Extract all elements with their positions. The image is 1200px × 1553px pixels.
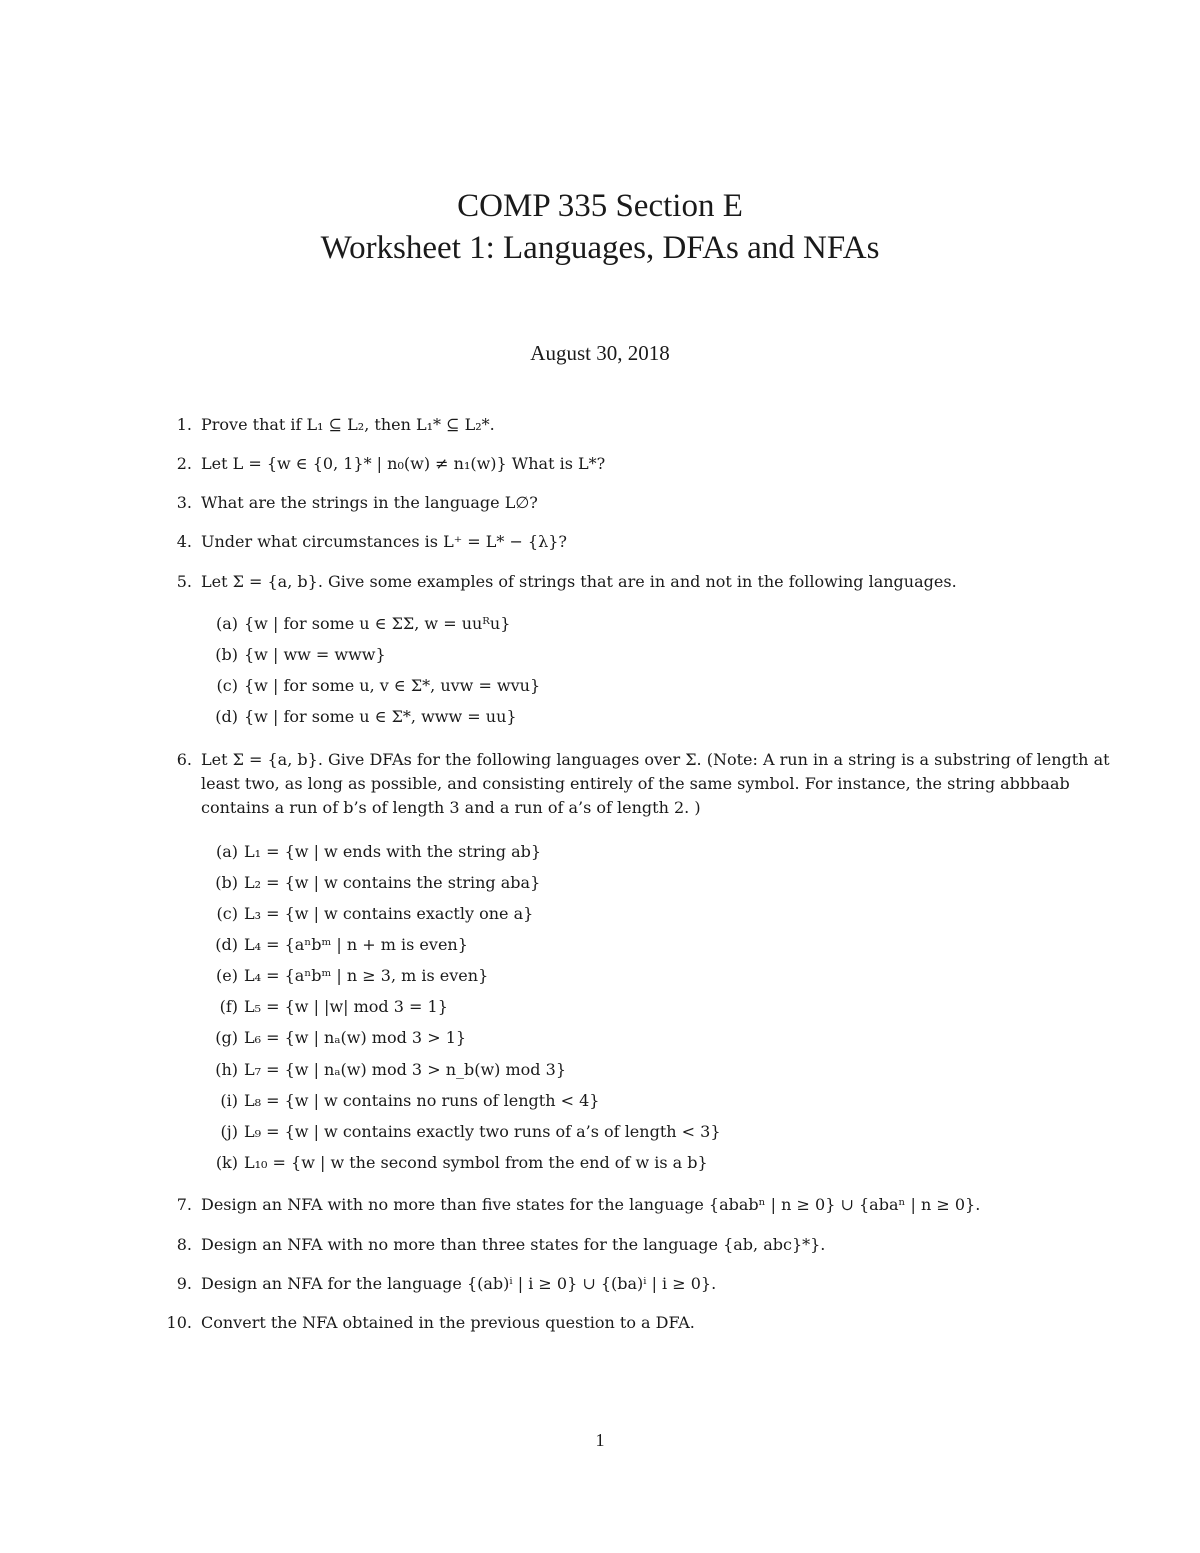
item-text: L₂ = {w | w contains the string aba}	[244, 873, 541, 892]
question-8	[150, 1233, 1110, 1257]
item-label: (i)	[220, 1091, 238, 1110]
question-number: 3.	[176, 493, 192, 512]
question-3	[150, 491, 1110, 515]
question-text: Under what circumstances is L⁺ = L* − {λ}?	[201, 532, 568, 551]
item-label: (f)	[219, 997, 238, 1016]
question-number: 2.	[176, 454, 192, 473]
item-label: (c)	[216, 676, 238, 695]
page-number: 1	[595, 1430, 605, 1450]
question-number: 8.	[176, 1235, 192, 1254]
item-label: (a)	[215, 614, 238, 633]
question-6-item-e	[198, 964, 1098, 988]
document-title: COMP 335 Section E	[457, 188, 743, 224]
item-text: L₁₀ = {w | w the second symbol from the end of w is a b}	[244, 1153, 708, 1172]
item-label: (a)	[215, 842, 238, 861]
item-text: {w | for some u ∈ Σ*, www = uu}	[244, 707, 517, 726]
question-text: Design an NFA for the language {(ab)ⁱ | i ≥ 0} ∪ {(ba)ⁱ | i ≥ 0}.	[201, 1274, 717, 1293]
item-label: (b)	[215, 645, 238, 664]
question-6	[150, 748, 1110, 820]
question-text: What are the strings in the language L∅?	[201, 493, 538, 512]
question-1	[150, 413, 1110, 437]
item-text: {w | ww = www}	[244, 645, 386, 664]
question-2	[150, 452, 1110, 476]
question-6-item-d	[198, 933, 1098, 957]
question-6-item-h	[198, 1058, 1098, 1082]
item-text: L₅ = {w | |w| mod 3 = 1}	[244, 997, 448, 1016]
item-label: (b)	[215, 873, 238, 892]
item-label: (d)	[215, 707, 238, 726]
question-text: Let L = {w ∈ {0, 1}* | n₀(w) ≠ n₁(w)} What is L*?	[201, 454, 606, 473]
document-subtitle: Worksheet 1: Languages, DFAs and NFAs	[320, 230, 880, 266]
question-6-item-k	[198, 1151, 1098, 1175]
question-7	[150, 1193, 1110, 1217]
question-text: Let Σ = {a, b}. Give DFAs for the following languages over Σ. (Note: A run in a string is a substring of length at least two, as long as possible, and consisting entirely of the same symbol. For instance, the string abbbaab contains a run of b’s of length 3 and a run of a’s of length 2. )	[201, 750, 1110, 817]
item-text: L₆ = {w | nₐ(w) mod 3 > 1}	[244, 1028, 467, 1047]
item-text: {w | for some u, v ∈ Σ*, uvw = wvu}	[244, 676, 541, 695]
question-text: Let Σ = {a, b}. Give some examples of strings that are in and not in the following languages.	[201, 572, 957, 591]
question-6-item-f	[198, 995, 1098, 1019]
question-6-item-j	[198, 1120, 1098, 1144]
item-label: (h)	[215, 1060, 238, 1079]
item-label: (d)	[215, 935, 238, 954]
question-number: 9.	[176, 1274, 192, 1293]
question-6-item-b	[198, 871, 1098, 895]
question-9	[150, 1272, 1110, 1296]
question-number: 7.	[176, 1195, 192, 1214]
item-text: L₄ = {aⁿbᵐ | n + m is even}	[244, 935, 468, 954]
question-4	[150, 530, 1110, 554]
question-5-item-d	[198, 705, 1098, 729]
question-10	[150, 1311, 1110, 1335]
item-text: L₃ = {w | w contains exactly one a}	[244, 904, 534, 923]
item-text: L₉ = {w | w contains exactly two runs of a’s of length < 3}	[244, 1122, 721, 1141]
question-6-item-g	[198, 1026, 1098, 1050]
item-label: (g)	[215, 1028, 238, 1047]
question-text: Design an NFA with no more than three states for the language {ab, abc}*}.	[201, 1235, 826, 1254]
question-text: Prove that if L₁ ⊆ L₂, then L₁* ⊆ L₂*.	[201, 415, 495, 434]
question-text: Convert the NFA obtained in the previous question to a DFA.	[201, 1313, 695, 1332]
document-date: August 30, 2018	[530, 341, 670, 365]
question-5-item-b	[198, 643, 1098, 667]
question-number: 1.	[176, 415, 192, 434]
item-text: L₈ = {w | w contains no runs of length < 4}	[244, 1091, 600, 1110]
question-6-item-a	[198, 840, 1098, 864]
item-label: (j)	[220, 1122, 238, 1141]
question-number: 5.	[176, 572, 192, 591]
question-number: 6.	[176, 750, 192, 769]
question-6-item-c	[198, 902, 1098, 926]
item-label: (k)	[215, 1153, 238, 1172]
item-text: {w | for some u ∈ ΣΣ, w = uuᴿu}	[244, 614, 511, 633]
question-5-item-a	[198, 612, 1098, 636]
question-number: 10.	[166, 1313, 192, 1332]
item-text: L₇ = {w | nₐ(w) mod 3 > n_b(w) mod 3}	[244, 1060, 566, 1079]
question-text: Design an NFA with no more than five states for the language {ababⁿ | n ≥ 0} ∪ {abaⁿ | n ≥ 0}.	[201, 1195, 981, 1214]
item-label: (e)	[216, 966, 238, 985]
item-label: (c)	[216, 904, 238, 923]
question-6-item-i	[198, 1089, 1098, 1113]
question-number: 4.	[176, 532, 192, 551]
item-text: L₁ = {w | w ends with the string ab}	[244, 842, 542, 861]
question-5-item-c	[198, 674, 1098, 698]
question-5	[150, 570, 1110, 594]
item-text: L₄ = {aⁿbᵐ | n ≥ 3, m is even}	[244, 966, 489, 985]
